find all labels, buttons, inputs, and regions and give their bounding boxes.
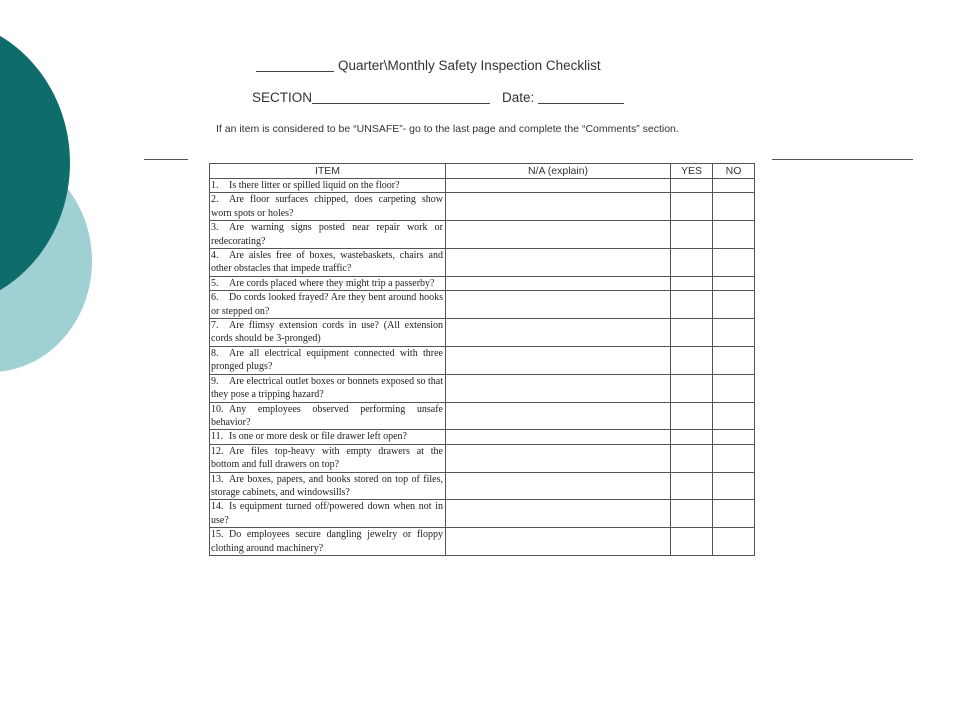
item-cell: [210, 472, 446, 500]
item-number: 9.: [211, 375, 219, 387]
checklist-body: [210, 179, 755, 556]
no-cell[interactable]: [713, 221, 755, 249]
item-question: Are cords placed where they might trip a passerby?: [229, 277, 435, 289]
na-explain-cell[interactable]: [446, 472, 671, 500]
item-question: Do cords looked frayed? Are they bent around hooks or stepped on?: [211, 292, 443, 317]
yes-cell[interactable]: [671, 472, 713, 500]
unsafe-instruction-note: If an item is considered to be “UNSAFE”- go to the last page and complete the “Comments” section.: [216, 123, 679, 135]
item-question: Are floor surfaces chipped, does carpeting show worn spots or holes?: [211, 194, 443, 219]
na-explain-cell[interactable]: [446, 402, 671, 430]
date-blank: [538, 103, 624, 104]
table-row: [210, 221, 755, 249]
item-cell: [210, 444, 446, 472]
item-question: Are files top-heavy with empty drawers at the bottom and full drawers on top?: [211, 445, 443, 471]
yes-cell[interactable]: [671, 500, 713, 528]
no-cell[interactable]: [713, 430, 755, 444]
table-row: [210, 430, 755, 444]
item-question: Any employees observed performing unsafe behavior?: [211, 403, 443, 428]
no-cell[interactable]: [713, 374, 755, 402]
item-cell: [210, 500, 446, 528]
na-explain-cell[interactable]: [446, 430, 671, 444]
item-cell: [210, 249, 446, 277]
checklist-title: [256, 58, 601, 73]
item-question: Is one or more desk or file drawer left open?: [229, 431, 407, 443]
table-row: [210, 276, 755, 290]
item-question: Are electrical outlet boxes or bonnets exposed so that they pose a tripping hazard?: [211, 375, 443, 401]
item-question: Are flimsy extension cords in use? (All extension cords should be 3-pronged): [211, 320, 443, 345]
no-cell[interactable]: [713, 249, 755, 277]
yes-cell[interactable]: [671, 179, 713, 193]
yes-cell[interactable]: [671, 430, 713, 444]
table-row: [210, 444, 755, 472]
yes-cell[interactable]: [671, 291, 713, 319]
item-cell: [210, 430, 446, 444]
na-explain-cell[interactable]: [446, 528, 671, 556]
item-number: 4.: [211, 250, 219, 262]
item-cell: [210, 402, 446, 430]
yes-cell[interactable]: [671, 221, 713, 249]
table-row: [210, 528, 755, 556]
na-explain-cell[interactable]: [446, 444, 671, 472]
no-cell[interactable]: [713, 291, 755, 319]
item-cell: [210, 221, 446, 249]
item-cell: [210, 319, 446, 347]
na-explain-cell[interactable]: [446, 500, 671, 528]
table-row: [210, 319, 755, 347]
item-question: Are aisles free of boxes, wastebaskets, chairs and other obstacles that impede traffic?: [211, 250, 443, 275]
item-number: 10.: [211, 403, 224, 415]
item-number: 5.: [211, 277, 219, 289]
table-row: [210, 346, 755, 374]
header-item: ITEM: [210, 164, 446, 179]
yes-cell[interactable]: [671, 444, 713, 472]
item-number: 2.: [211, 194, 219, 206]
item-cell: [210, 291, 446, 319]
item-question: Are warning signs posted near repair work or redecorating?: [211, 222, 443, 247]
no-cell[interactable]: [713, 444, 755, 472]
no-cell[interactable]: [713, 402, 755, 430]
item-question: Are all electrical equipment connected with three pronged plugs?: [211, 347, 443, 373]
item-number: 14.: [211, 501, 224, 513]
checklist-title-text: Quarter\Monthly Safety Inspection Checklist: [338, 58, 601, 73]
yes-cell[interactable]: [671, 528, 713, 556]
table-row: [210, 291, 755, 319]
item-number: 1.: [211, 180, 219, 191]
yes-cell[interactable]: [671, 249, 713, 277]
item-number: 12.: [211, 445, 224, 457]
header-no: NO: [713, 164, 755, 179]
inspection-checklist-table: [209, 163, 755, 556]
na-explain-cell[interactable]: [446, 291, 671, 319]
table-row: [210, 500, 755, 528]
no-cell[interactable]: [713, 319, 755, 347]
na-explain-cell[interactable]: [446, 179, 671, 193]
yes-cell[interactable]: [671, 193, 713, 221]
yes-cell[interactable]: [671, 402, 713, 430]
item-cell: [210, 276, 446, 290]
section-label: SECTION: [252, 90, 313, 105]
table-row: [210, 249, 755, 277]
item-number: 3.: [211, 222, 219, 234]
item-number: 13.: [211, 473, 224, 485]
item-cell: [210, 528, 446, 556]
section-date-line: [252, 90, 624, 105]
no-cell[interactable]: [713, 500, 755, 528]
table-row: [210, 179, 755, 193]
yes-cell[interactable]: [671, 374, 713, 402]
na-explain-cell[interactable]: [446, 193, 671, 221]
item-cell: [210, 179, 446, 193]
date-label: Date:: [502, 90, 535, 105]
item-cell: [210, 193, 446, 221]
item-cell: [210, 346, 446, 374]
item-question: Is equipment turned off/powered down when not in use?: [211, 501, 443, 526]
item-number: 15.: [211, 529, 224, 541]
table-header-row: [210, 164, 755, 179]
header-yes: YES: [671, 164, 713, 179]
item-number: 11.: [211, 431, 224, 443]
period-blank: [256, 71, 334, 72]
slide-rule-right: [772, 159, 913, 160]
no-cell[interactable]: [713, 179, 755, 193]
na-explain-cell[interactable]: [446, 221, 671, 249]
na-explain-cell[interactable]: [446, 346, 671, 374]
item-number: 8.: [211, 347, 219, 359]
item-question: Are boxes, papers, and books stored on top of files, storage cabinets, and windowsills?: [211, 473, 443, 498]
item-question: Do employees secure dangling jewelry or floppy clothing around machinery?: [211, 529, 443, 554]
no-cell[interactable]: [713, 472, 755, 500]
section-blank: [312, 103, 490, 104]
slide-rule-left: [144, 159, 188, 160]
item-question: Is there litter or spilled liquid on the floor?: [229, 180, 400, 191]
na-explain-cell[interactable]: [446, 276, 671, 290]
item-number: 7.: [211, 320, 219, 332]
yes-cell[interactable]: [671, 346, 713, 374]
no-cell[interactable]: [713, 346, 755, 374]
na-explain-cell[interactable]: [446, 249, 671, 277]
item-number: 6.: [211, 292, 219, 304]
table-row: [210, 472, 755, 500]
na-explain-cell[interactable]: [446, 319, 671, 347]
yes-cell[interactable]: [671, 276, 713, 290]
table-row: [210, 402, 755, 430]
table-row: [210, 193, 755, 221]
table-row: [210, 374, 755, 402]
na-explain-cell[interactable]: [446, 374, 671, 402]
item-cell: [210, 374, 446, 402]
no-cell[interactable]: [713, 193, 755, 221]
yes-cell[interactable]: [671, 319, 713, 347]
header-na-explain: N/A (explain): [446, 164, 671, 179]
no-cell[interactable]: [713, 276, 755, 290]
no-cell[interactable]: [713, 528, 755, 556]
